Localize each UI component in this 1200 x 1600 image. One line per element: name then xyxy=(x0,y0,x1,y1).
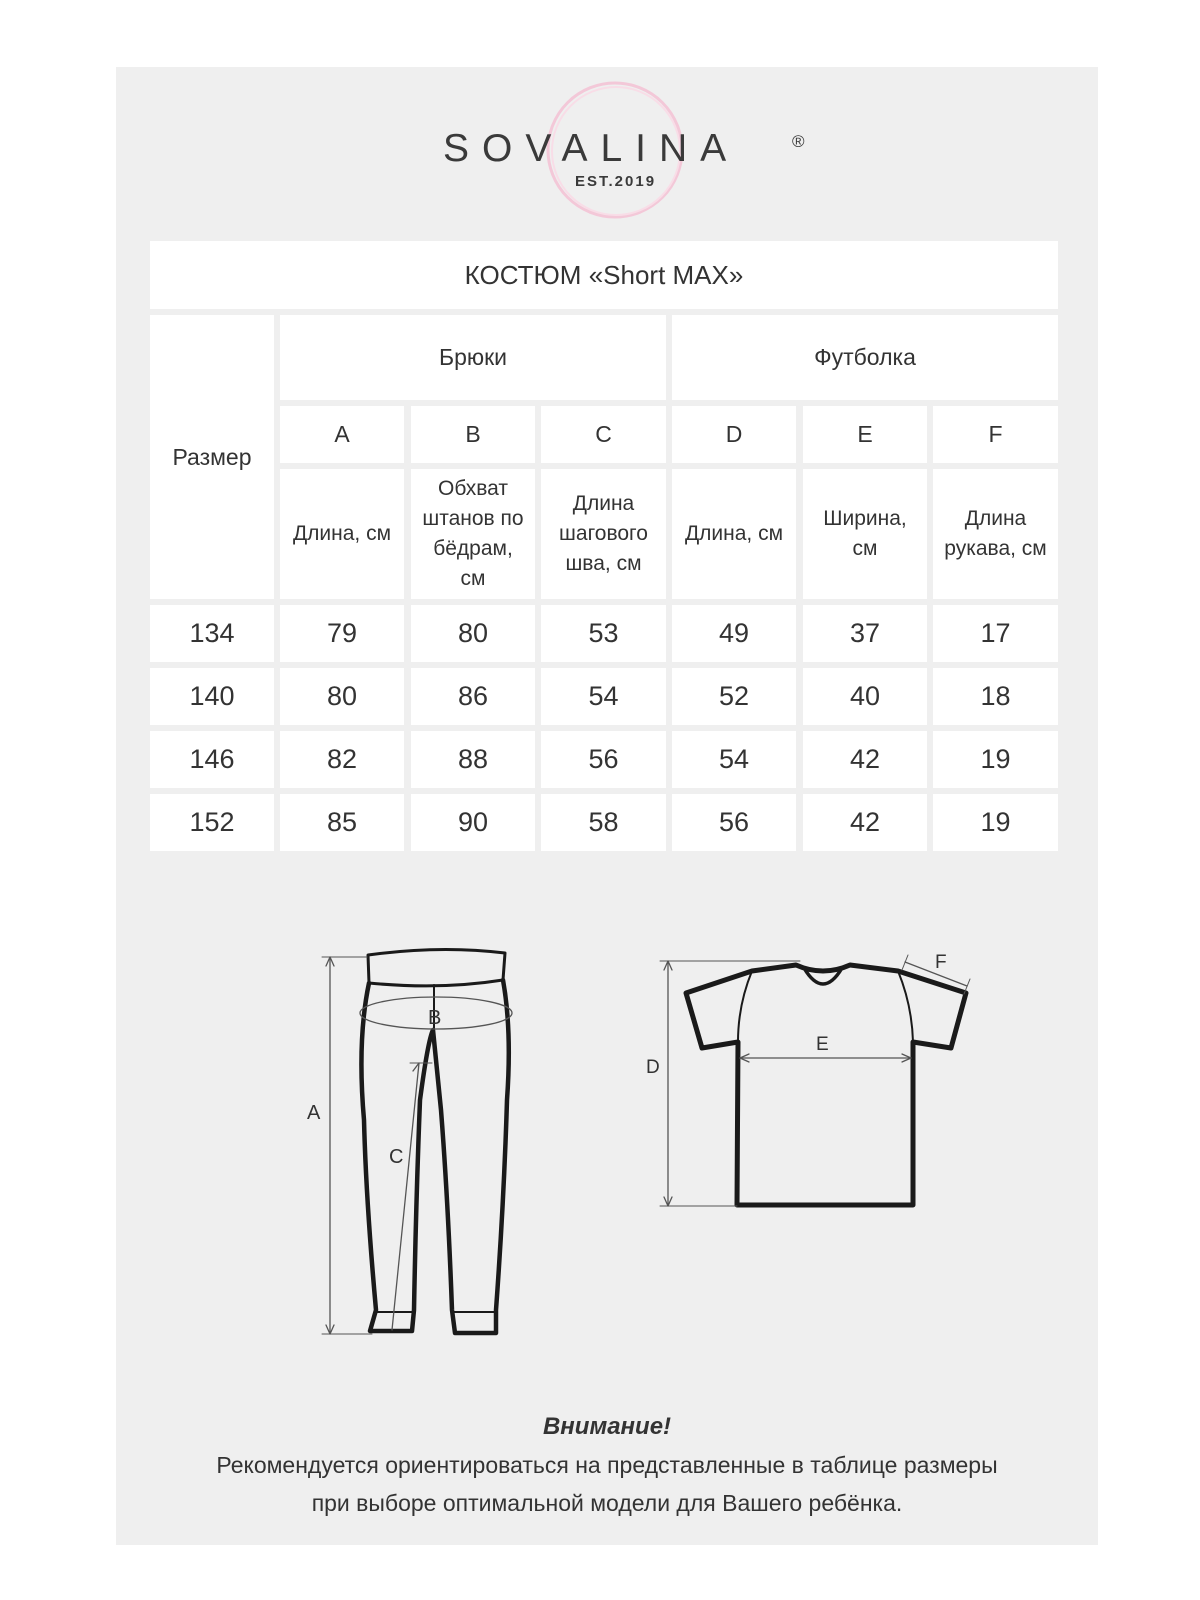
measure-cell: 42 xyxy=(803,794,927,851)
measure-cell: 85 xyxy=(280,794,404,851)
desc-line: см xyxy=(460,567,486,590)
tshirt-label-d: D xyxy=(646,1057,660,1078)
measure-cell: 88 xyxy=(411,731,535,788)
measure-cell: 58 xyxy=(541,794,666,851)
measure-letter-a: A xyxy=(280,406,404,463)
measure-letter-e: E xyxy=(803,406,927,463)
measure-cell: 37 xyxy=(803,605,927,662)
size-cell: 140 xyxy=(150,668,274,725)
measure-cell: 40 xyxy=(803,668,927,725)
size-cell: 152 xyxy=(150,794,274,851)
measure-letter-c: C xyxy=(541,406,666,463)
pants-label-a: A xyxy=(307,1102,321,1124)
pants-diagram xyxy=(322,949,512,1334)
measure-letter-f: F xyxy=(933,406,1058,463)
desc-line: бёдрам, xyxy=(433,537,513,560)
desc-line: шагового xyxy=(559,522,648,545)
logo-registered-mark: ® xyxy=(792,132,805,151)
measure-cell: 90 xyxy=(411,794,535,851)
measure-cell: 52 xyxy=(672,668,796,725)
measure-cell: 54 xyxy=(541,668,666,725)
desc-line: см xyxy=(852,537,878,560)
desc-line: штанов по xyxy=(422,507,524,530)
note-title: Внимание! xyxy=(542,1413,672,1440)
size-cell: 134 xyxy=(150,605,274,662)
measure-cell: 82 xyxy=(280,731,404,788)
desc-line: шва, см xyxy=(565,552,642,575)
group-header-tshirt: Футболка xyxy=(672,315,1058,400)
measure-cell: 49 xyxy=(672,605,796,662)
desc-line: Длина, см xyxy=(684,522,784,545)
measure-cell: 56 xyxy=(541,731,666,788)
size-header: Размер xyxy=(150,315,274,599)
tshirt-label-f: F xyxy=(935,952,947,973)
desc-line: Обхват xyxy=(438,477,508,500)
desc-line: Ширина, xyxy=(823,507,907,530)
measure-cell: 86 xyxy=(411,668,535,725)
desc-line: Длина xyxy=(964,507,1027,530)
measure-cell: 18 xyxy=(933,668,1058,725)
measure-cell: 42 xyxy=(803,731,927,788)
measure-cell: 17 xyxy=(933,605,1058,662)
pants-label-b: B xyxy=(428,1007,442,1029)
measure-cell: 79 xyxy=(280,605,404,662)
logo-established: EST.2019 xyxy=(575,173,657,190)
desc-line: Длина, см xyxy=(292,522,392,545)
group-header-pants: Брюки xyxy=(280,315,666,400)
size-cell: 146 xyxy=(150,731,274,788)
measure-letter-d: D xyxy=(672,406,796,463)
note-line-1: Рекомендуется ориентироваться на представленные в таблице размеры xyxy=(216,1452,998,1478)
logo-name: SOVALINA xyxy=(443,127,740,170)
measure-cell: 53 xyxy=(541,605,666,662)
desc-line: рукава, см xyxy=(944,537,1047,560)
measure-cell: 56 xyxy=(672,794,796,851)
note-line-2: при выборе оптимальной модели для Вашего ребёнка. xyxy=(311,1490,903,1516)
measure-letter-b: B xyxy=(411,406,535,463)
measure-cell: 80 xyxy=(411,605,535,662)
measure-cell: 54 xyxy=(672,731,796,788)
tshirt-label-e: E xyxy=(816,1034,829,1055)
tshirt-diagram xyxy=(660,955,970,1206)
pants-label-c: C xyxy=(389,1146,404,1168)
measure-cell: 19 xyxy=(933,794,1058,851)
desc-line: Длина xyxy=(572,492,635,515)
table-title: КОСТЮМ «Short MAX» xyxy=(150,241,1058,309)
measure-cell: 19 xyxy=(933,731,1058,788)
measure-cell: 80 xyxy=(280,668,404,725)
